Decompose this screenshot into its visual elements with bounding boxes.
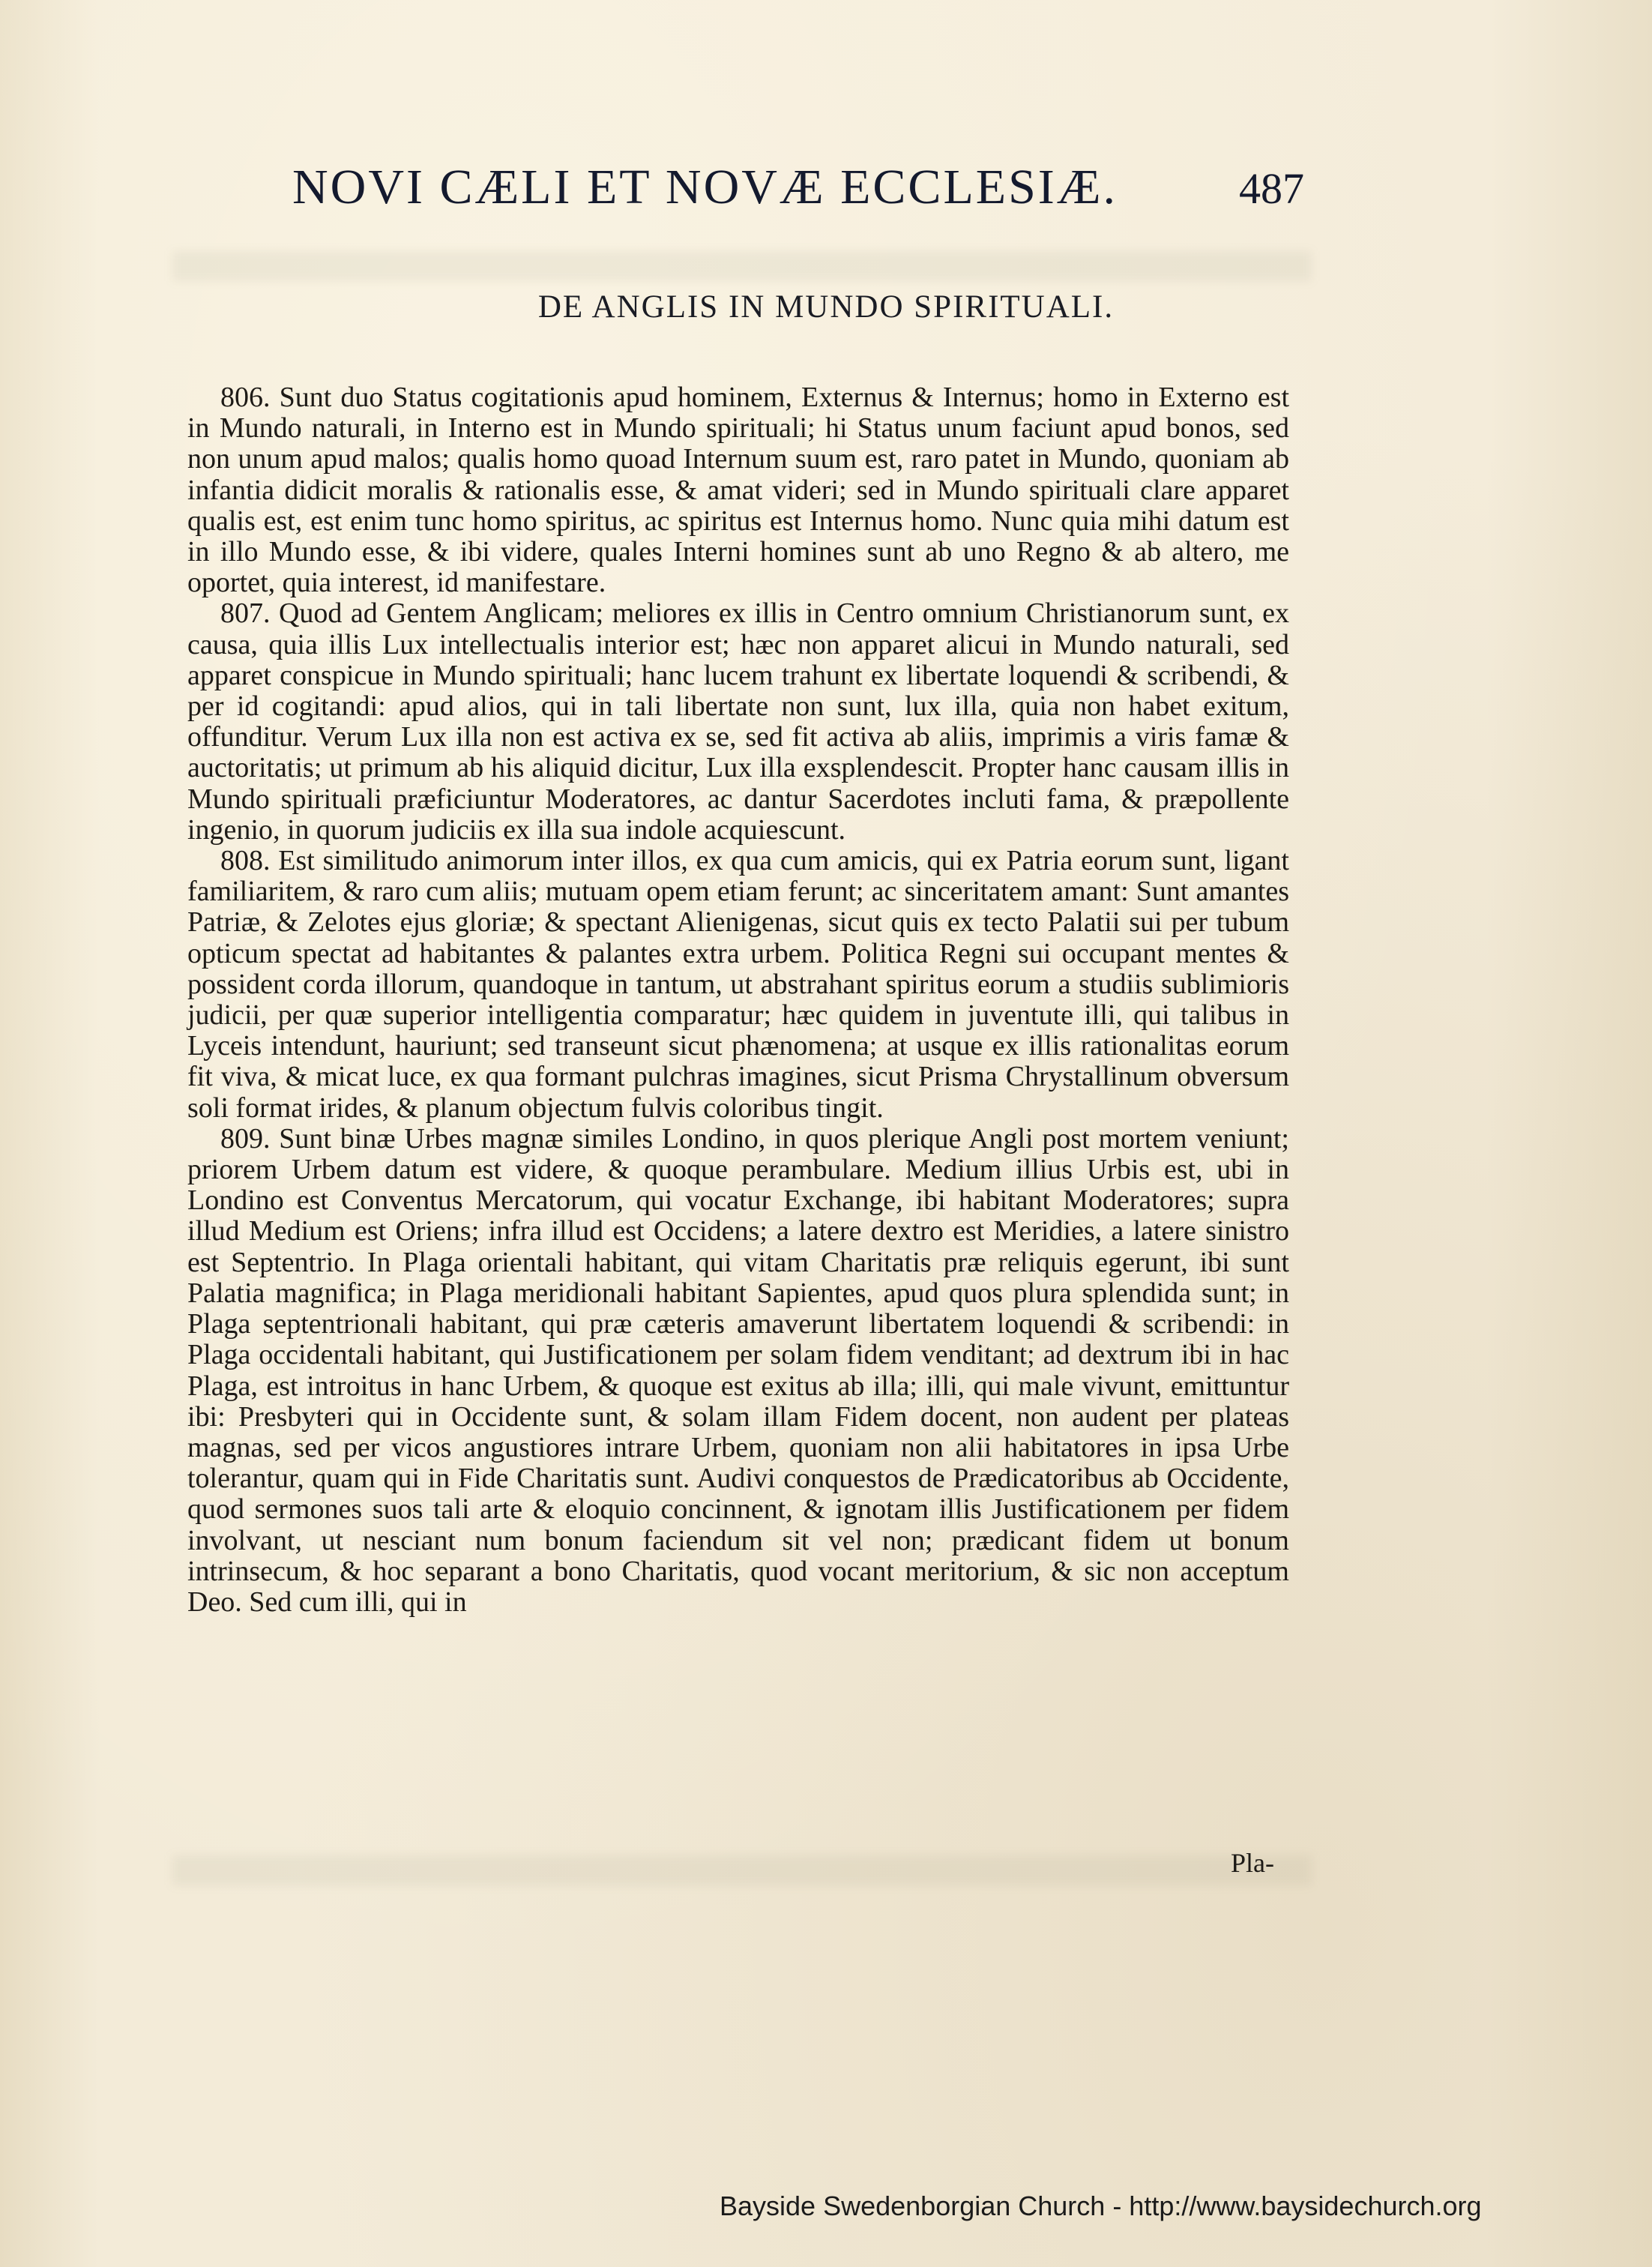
running-title: NOVI CÆLI ET NOVÆ ECCLESIÆ. — [292, 160, 1118, 214]
show-through-line — [172, 1855, 1312, 1885]
paragraph-809: 809. Sunt binæ Urbes magnæ similes Londino, in quos plerique Angli post mortem veniunt; priorem Urbem datum est videre, & quoque perambulare. Medium illius Urbis est, ubi in Londino est Conventus Mercatorum, qui vocatur Exchange, ibi habitant Moderatores; supra illud Medium est Oriens; infra illud est Occidens; a latere dextro est Meridies, a latere sinistro est Septentrio. In Plaga orientali habitant, qui vitam Charitatis præ reliquis egerunt, ibi sunt Palatia magnifica; in Plaga meridionali habitant Sapientes, apud quos plura splendida sunt; in Plaga septentrionali habitant, qui præ cæteris amaverunt libertatem loquendi & scribendi: in Plaga occidentali habitant, qui Justificationem per solam fidem venditant; ad dextrum ibi in hac Plaga, est introitus in hanc Urbem, & quoque est exitus ab illa; illi, qui male vivunt, emittuntur ibi: Presbyteri qui in Occidente sunt, & solam illam Fidem docent, non audent per plateas magnas, sed per vicos angustiores intrare Urbem, quoniam non alii habitatores in ipsa Urbe tolerantur, quam qui in Fide Charitatis sunt. Audivi conquestos de Prædicatoribus ab Occidente, quod sermones suos tali arte & eloquio concinnent, & ignotam illis Justificationem per fidem involvant, ut nesciant num bonum faciendum sit vel non; prædicant fidem ut bonum intrinsecum, & hoc separant a bono Charitatis, quod vocant meritorium, & sic non acceptum Deo. Sed cum illi, qui in — [187, 1122, 1289, 1618]
paragraph-806: 806. Sunt duo Status cogitationis apud hominem, Externus & Internus; homo in Externo est in Mundo naturali, in Interno est in Mundo spirituali; hi Status unum faciunt apud bonos, sed non unum apud malos; qualis homo quoad Internum suum est, raro patet in Mundo, quoniam ab infantia didicit moralis & rationalis esse, & amat videri; sed in Mundo spirituali clare apparet qualis est, est enim tunc homo spiritus, ac spiritus est Internus homo. Nunc quia mihi datum est in illo Mundo esse, & ibi videre, quales Interni homines sunt ab uno Regno & ab altero, me oportet, quia interest, id manifestare. — [187, 382, 1289, 599]
paragraph-807: 807. Quod ad Gentem Anglicam; meliores ex illis in Centro omnium Christianorum sunt, ex causa, quia illis Lux intellectualis interior est; hæc non apparet alicui in Mundo naturali, sed apparet conspicue in Mundo spirituali; hanc lucem trahunt ex libertate loquendi & scribendi, & per id cogitandi: apud alios, qui in tali libertate non sunt, lux illa, quia non habet exitum, offunditur. Verum Lux illa non est activa ex se, sed fit activa ab aliis, imprimis a viris famæ & auctoritatis; ut primum ab his aliquid dicitur, Lux illa exsplendescit. Propter hanc causam illis in Mundo spirituali præficiuntur Moderatores, ac dantur Sacerdotes incluti fama, & præpollente ingenio, in quorum judiciis ex illa sua indole acquiescunt. — [187, 597, 1289, 846]
section-heading: DE ANGLIS IN MUNDO SPIRITUALI. — [537, 289, 1115, 325]
catchword: Pla- — [1231, 1848, 1274, 1878]
show-through-line — [172, 251, 1312, 281]
body-text — [187, 382, 1289, 1618]
running-head — [292, 159, 1304, 226]
page-number: 487 — [1239, 164, 1304, 213]
watermark-link[interactable]: Bayside Swedenborgian Church - http://www.baysidechurch.org — [720, 2191, 1482, 2221]
paragraph-808: 808. Est similitudo animorum inter illos, ex qua cum amicis, qui ex Patria eorum sunt, ligant familiaritem, & raro cum aliis; mutuam opem etiam ferunt; ac sinceritatem amant: Sunt amantes Patriæ, & Zelotes ejus gloriæ; & spectant Alienigenas, sicut quis ex tecto Palatii sui per tubum opticum spectat ad habitantes & palantes extra urbem. Politica Regni sui occupant mentes & possident corda illorum, quandoque in tantum, ut abstrahant spiritus eorum a studiis sublimioris judicii, per quæ superior intelligentia comparatur; hæc quidem in juventute illi, qui talibus in Lyceis intendunt, hauriunt; sed transeunt sicut phænomena; at usque ex illis rationalitas eorum fit viva, & micat luce, ex qua formant pulchras imagines, sicut Prisma Chrystallinum obversum soli format irides, & planum objectum fulvis coloribus tingit. — [187, 845, 1289, 1124]
